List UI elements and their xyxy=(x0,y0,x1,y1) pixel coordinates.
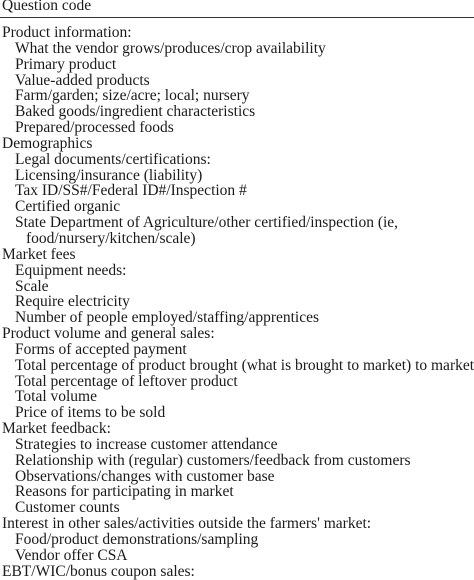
section-heading: Market fees xyxy=(2,245,76,263)
header-rule xyxy=(0,17,474,18)
table-row: Tax ID/SS#/Federal ID#/Inspection # xyxy=(15,182,247,200)
section-heading: EBT/WIC/bonus coupon sales: xyxy=(2,562,195,580)
table-row: Prepared/processed foods xyxy=(15,119,174,137)
table-body xyxy=(0,25,474,580)
table-row: Scale xyxy=(15,277,49,295)
table-row: Legal documents/certifications: xyxy=(15,150,211,168)
section-heading: Demographics xyxy=(2,134,93,152)
table-row: food/nursery/kitchen/scale) xyxy=(26,229,196,247)
table-row: Customer counts xyxy=(15,499,120,517)
table-row: State Department of Agriculture/other certified/inspection (ie, xyxy=(15,214,399,232)
table-row: Forms of accepted payment xyxy=(15,340,187,358)
table-row: Licensing/insurance (liability) xyxy=(15,166,203,184)
table-row: Farm/garden; size/acre; local; nursery xyxy=(15,87,250,105)
table-row: Relationship with (regular) customers/feedback from customers xyxy=(15,451,411,469)
table-row: Total percentage of product brought (what is brought to market) to market xyxy=(15,356,474,374)
table-row: Food/product demonstrations/sampling xyxy=(15,531,259,548)
table-row: Require electricity xyxy=(15,293,130,311)
table-row: Value-added products xyxy=(15,71,150,89)
table-row: Reasons for participating in market xyxy=(15,483,234,501)
section-heading: Product volume and general sales: xyxy=(2,325,215,343)
table-row: Vendor offer CSA xyxy=(15,546,128,564)
section-heading: Product information: xyxy=(2,24,132,41)
table-row: Certified organic xyxy=(15,198,121,216)
table-row: Price of items to be sold xyxy=(15,404,166,422)
table-row: Number of people employed/staffing/apprentices xyxy=(15,309,320,327)
table-row: What the vendor grows/produces/crop availability xyxy=(15,39,326,57)
section-heading: Market feedback: xyxy=(2,420,111,438)
table-row: Total volume xyxy=(15,388,97,406)
section-heading: Interest in other sales/activities outside the farmers' market: xyxy=(2,515,372,533)
table-row: Equipment needs: xyxy=(15,261,127,279)
table-row: Total percentage of leftover product xyxy=(15,372,238,390)
table-row: Primary product xyxy=(15,55,117,73)
table-row: Observations/changes with customer base xyxy=(15,467,275,485)
table-row: Strategies to increase customer attendance xyxy=(15,435,278,453)
column-header: Question code xyxy=(2,0,92,14)
table-row: Baked goods/ingredient characteristics xyxy=(15,103,256,121)
